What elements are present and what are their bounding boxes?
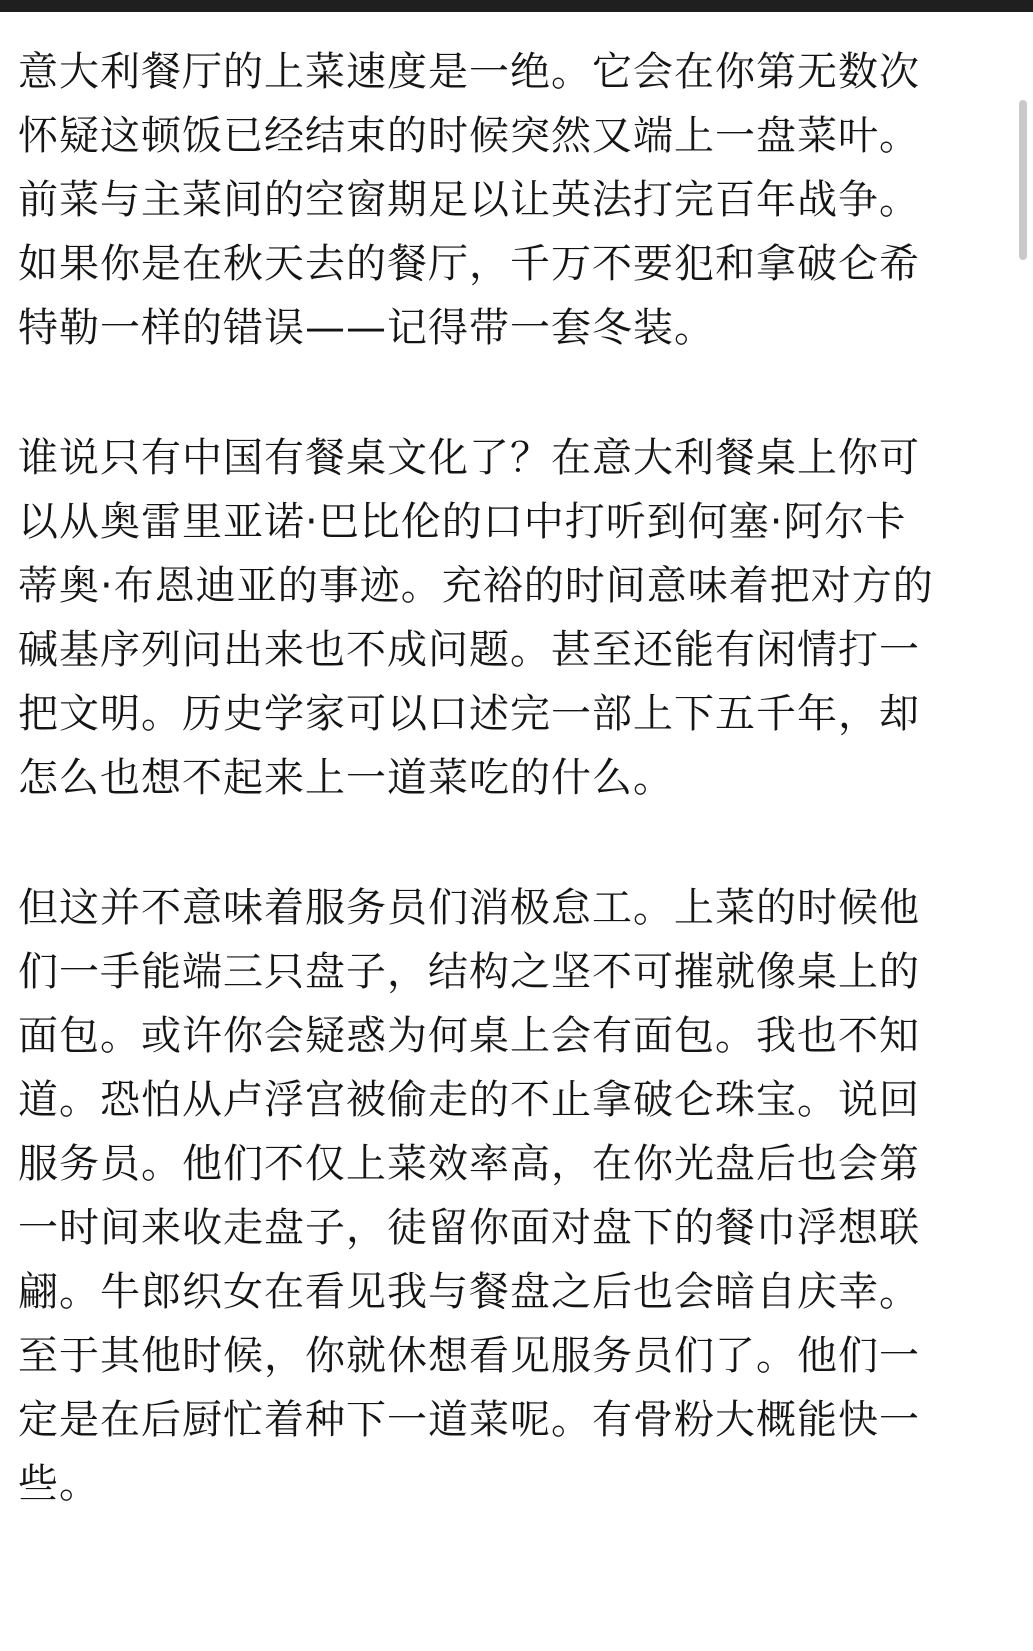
text-line: 服务员。他们不仅上菜效率高，在你光盘后也会第	[18, 1141, 920, 1187]
scrollbar-thumb[interactable]	[1019, 100, 1027, 260]
text-line: 们一手能端三只盘子，结构之坚不可摧就像桌上的	[18, 949, 920, 995]
text-line: 至于其他时候，你就休想看见服务员们了。他们一	[18, 1333, 920, 1379]
text-line: 怎么也想不起来上一道菜吃的什么。	[18, 755, 674, 801]
text-line: 定是在后厨忙着种下一道菜呢。有骨粉大概能快一	[18, 1397, 920, 1443]
text-line: 把文明。历史学家可以口述完一部上下五千年，却	[18, 691, 920, 737]
text-line: 特勒一样的错误——记得带一套冬装。	[18, 305, 715, 351]
text-line: 翩。牛郎织女在看见我与餐盘之后也会暗自庆幸。	[18, 1269, 920, 1315]
text-line: 意大利餐厅的上菜速度是一绝。它会在你第无数次	[18, 49, 920, 95]
paragraph-3	[18, 876, 1013, 1516]
article-body	[18, 40, 1013, 1516]
text-line: 以从奥雷里亚诺·巴比伦的口中打听到何塞·阿尔卡	[18, 499, 907, 545]
text-line: 但这并不意味着服务员们消极怠工。上菜的时候他	[18, 885, 920, 931]
paragraph-2	[18, 426, 1013, 810]
text-line: 前菜与主菜间的空窗期足以让英法打完百年战争。	[18, 177, 920, 223]
status-bar	[0, 0, 1033, 12]
paragraph-gap	[18, 810, 1013, 876]
paragraph-gap	[18, 360, 1013, 426]
text-line: 面包。或许你会疑惑为何桌上会有面包。我也不知	[18, 1013, 920, 1059]
text-line: 道。恐怕从卢浮宫被偷走的不止拿破仑珠宝。说回	[18, 1077, 920, 1123]
text-line: 一时间来收走盘子，徒留你面对盘下的餐巾浮想联	[18, 1205, 920, 1251]
text-line: 些。	[18, 1461, 100, 1507]
text-line: 蒂奥·布恩迪亚的事迹。充裕的时间意味着把对方的	[18, 563, 934, 609]
text-line: 谁说只有中国有餐桌文化了？在意大利餐桌上你可	[18, 435, 920, 481]
text-line: 如果你是在秋天去的餐厅，千万不要犯和拿破仑希	[18, 241, 920, 287]
text-line: 碱基序列问出来也不成问题。甚至还能有闲情打一	[18, 627, 920, 673]
text-line: 怀疑这顿饭已经结束的时候突然又端上一盘菜叶。	[18, 113, 920, 159]
paragraph-1	[18, 40, 1013, 360]
